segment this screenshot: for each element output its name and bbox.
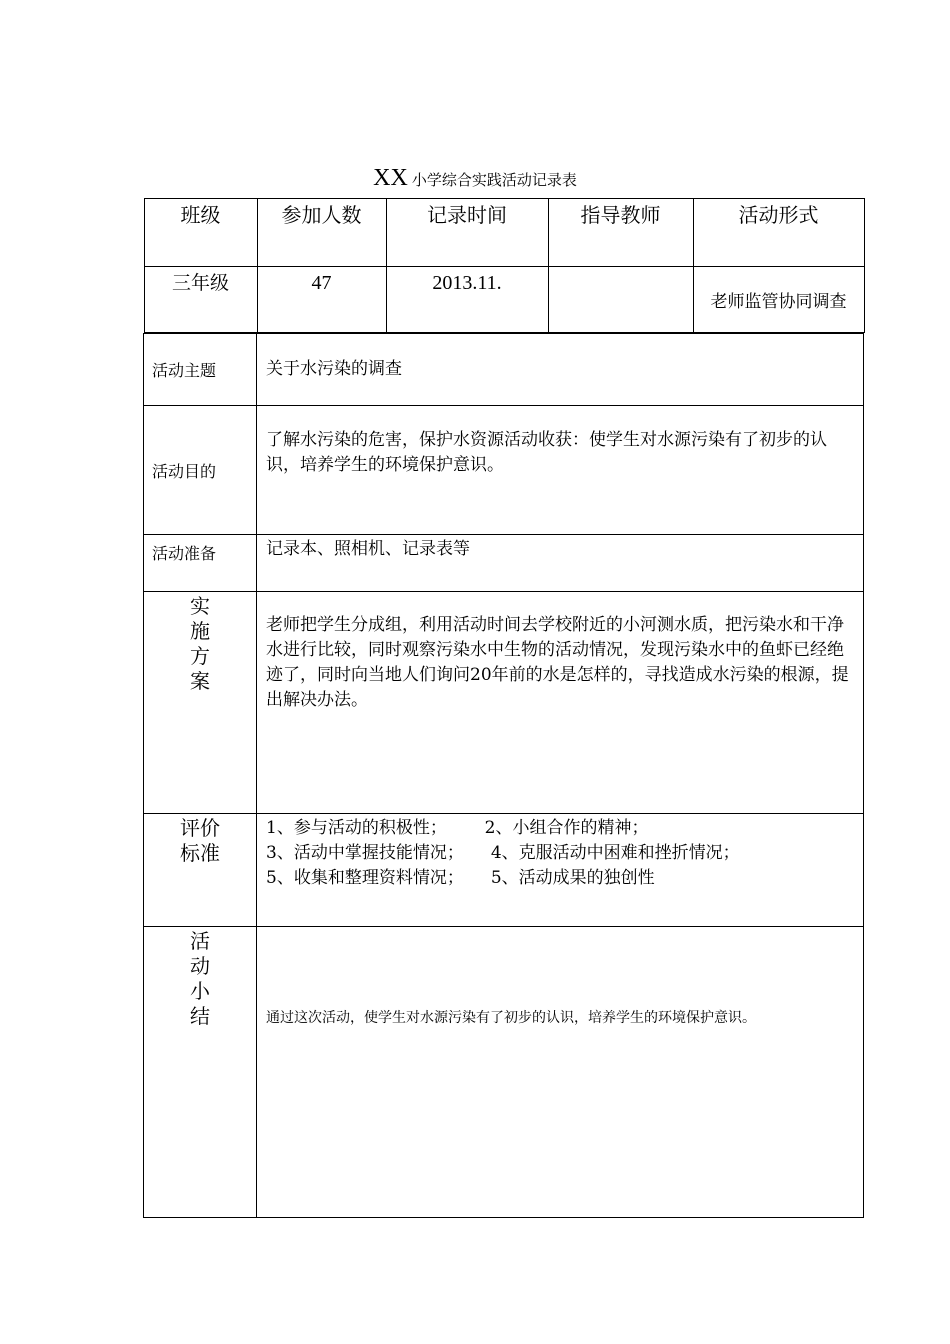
form-value: 老师监管协同调查 (693, 267, 864, 333)
plan-content: 老师把学生分成组，利用活动时间去学校附近的小河测水质，把污染水和干净水进行比较，同时观察污染水中生物的活动情况，发现污染水中的鱼虾已经绝迹了，同时向当地人们询问20年前的水是怎样的，寻找造成水污染的根源，提出解决办法。 (257, 592, 864, 814)
plan-label-char: 案 (190, 669, 210, 693)
teacher-header: 指导教师 (548, 199, 693, 267)
criteria-line: 5、收集和整理资料情况； 5、活动成果的独创性 (266, 868, 655, 888)
evaluation-label-line: 评价 (180, 816, 220, 840)
purpose-label: 活动目的 (144, 406, 257, 535)
purpose-row (144, 406, 864, 535)
evaluation-label (144, 814, 257, 927)
value-row (144, 267, 864, 333)
participants-value: 47 (257, 267, 386, 333)
plan-label-char: 方 (190, 644, 210, 668)
criteria-line: 1、参与活动的积极性； 2、小组合作的精神； (266, 818, 649, 838)
record-time-header: 记录时间 (386, 199, 548, 267)
class-value: 三年级 (144, 267, 257, 333)
purpose-content: 了解水污染的危害，保护水资源活动收获：使学生对水源污染有了初步的认识，培养学生的环境保护意识。 (257, 406, 864, 535)
class-header: 班级 (144, 199, 257, 267)
form-header: 活动形式 (693, 199, 864, 267)
evaluation-label-line: 标准 (180, 841, 220, 865)
page-title (0, 164, 950, 194)
summary-label-char: 结 (190, 1004, 210, 1028)
summary-row (144, 927, 864, 1218)
record-table (143, 198, 864, 1218)
record-time-value: 2013.11. (386, 267, 548, 333)
plan-label-char: 实 (190, 594, 210, 618)
teacher-value (548, 267, 693, 333)
summary-label-char: 动 (190, 954, 210, 978)
plan-label-char: 施 (190, 619, 210, 643)
summary-label-char: 小 (190, 979, 210, 1003)
preparation-content: 记录本、照相机、记录表等 (257, 535, 864, 592)
participants-header: 参加人数 (257, 199, 386, 267)
evaluation-row (144, 814, 864, 927)
evaluation-criteria (257, 814, 864, 927)
theme-label: 活动主题 (144, 334, 257, 406)
theme-content: 关于水污染的调查 (257, 334, 864, 406)
summary-label (144, 927, 257, 1218)
title-prefix: XX (373, 165, 408, 191)
title-text: 小学综合实践活动记录表 (411, 171, 577, 189)
info-grid (144, 198, 865, 333)
summary-content: 通过这次活动，使学生对水源污染有了初步的认识，培养学生的环境保护意识。 (257, 927, 864, 1218)
theme-row (144, 334, 864, 406)
preparation-row (144, 535, 864, 592)
preparation-label: 活动准备 (144, 535, 257, 592)
header-row (144, 199, 864, 267)
summary-label-char: 活 (190, 929, 210, 953)
plan-row (144, 592, 864, 814)
criteria-line: 3、活动中掌握技能情况； 4、克服活动中困难和挫折情况； (266, 843, 740, 863)
plan-label (144, 592, 257, 814)
